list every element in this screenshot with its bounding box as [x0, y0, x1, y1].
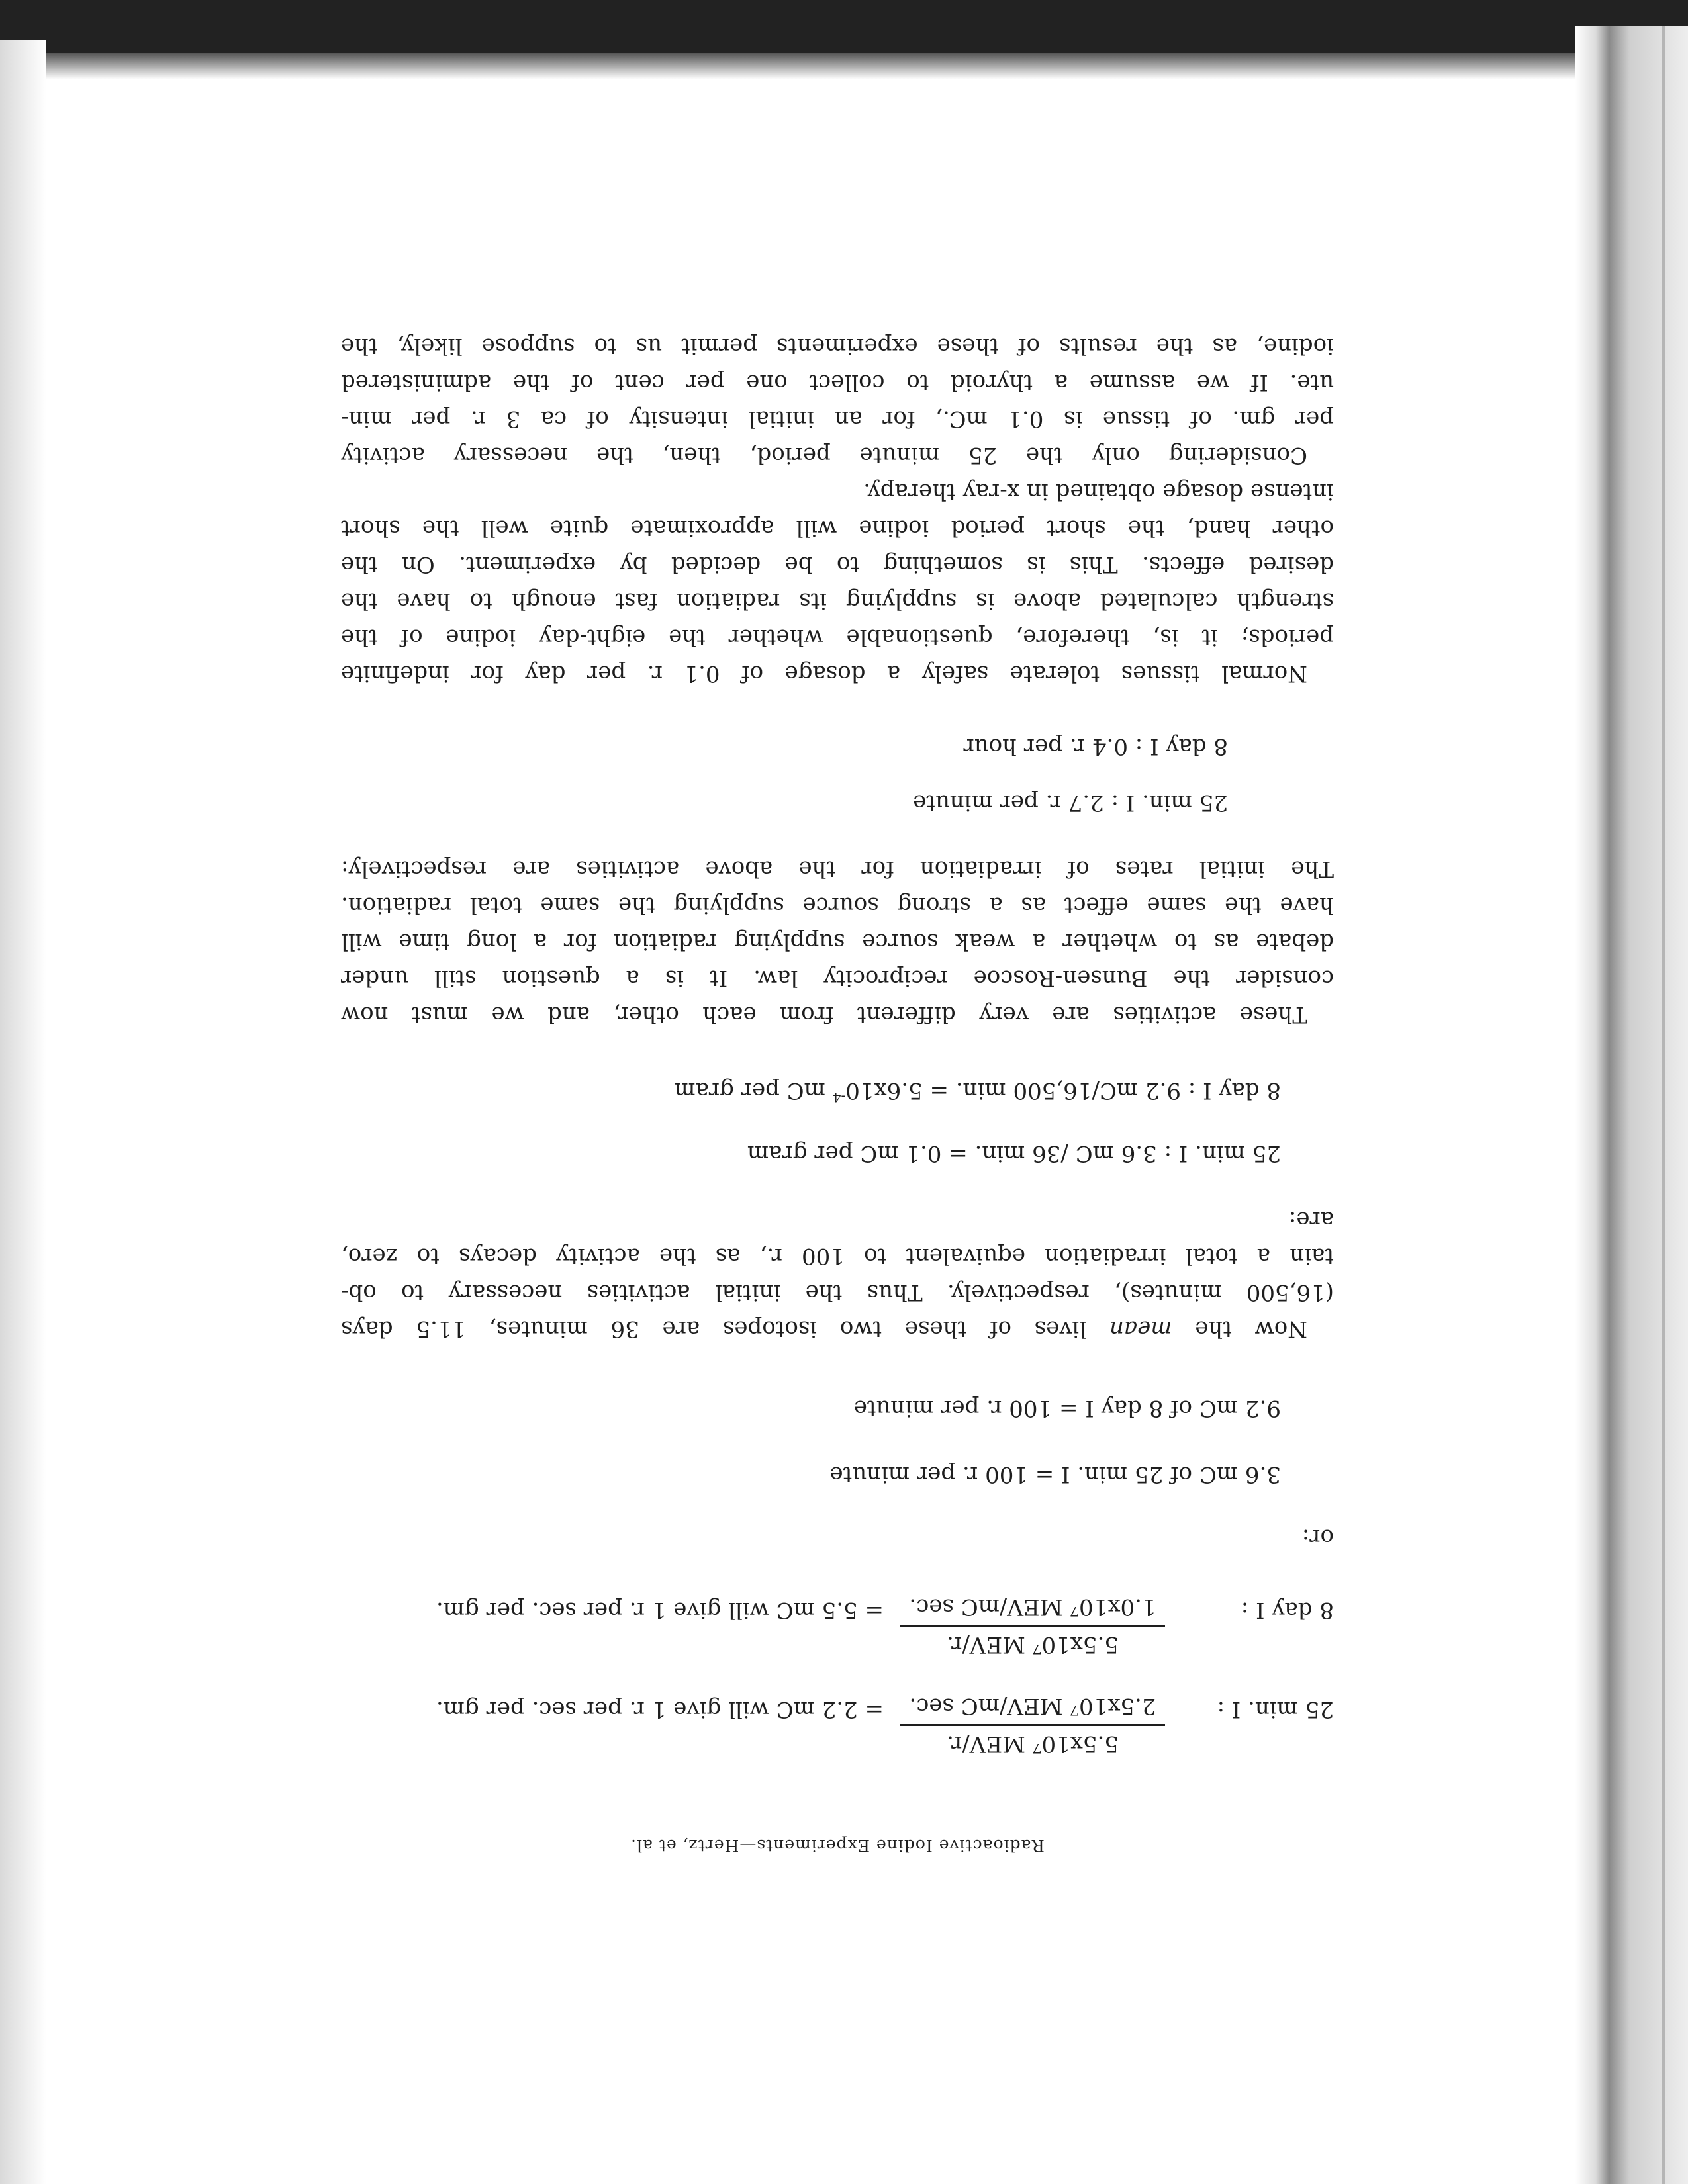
- eq2-numerator: 5.5x10⁷ MEV/r.: [947, 1631, 1119, 1658]
- para4-line: Considering only the 25 minute period, then, the necessary activity: [341, 442, 1307, 469]
- book-spine-edge: [1575, 26, 1688, 2184]
- para2-line: The initial rates of irradiation for the above activities are respectively:: [341, 856, 1334, 882]
- eq1-result: = 2.2 mC will give 1 r. per sec. per gm.: [436, 1696, 884, 1723]
- eq1-denominator: 2.5x10⁷ MEV/mC sec.: [909, 1693, 1156, 1719]
- para1-line: Now the mean lives of these two isotopes are 36 minutes, 11.5 days: [340, 1316, 1307, 1342]
- eq2-label: 8 day I :: [1241, 1597, 1334, 1623]
- equation-8day-rate: 9.2 mC of 8 day I = 100 r. per minute: [853, 1395, 1281, 1422]
- book-page-continued: [341, 0, 1334, 702]
- para3-line: intense dosage obtained in x-ray therapy.: [863, 478, 1334, 505]
- eq1-label: 25 min. I :: [1217, 1696, 1334, 1723]
- para1-line: are:: [1288, 1206, 1334, 1233]
- para3-line: periods; it is, therefore, questionable whether the eight-day iodine of the: [341, 624, 1334, 651]
- para2-line: These activities are very different from each other, and we must now: [341, 1001, 1307, 1028]
- equation-25min-initial-rate: 25 min. I : 2.7 r. per minute: [913, 790, 1228, 816]
- equation-8day-initial-rate: 8 day I : 0.4 r. per hour: [963, 733, 1228, 760]
- equation-25min-rate: 3.6 mC of 25 min. I = 100 r. per minute: [829, 1461, 1281, 1488]
- para4-line: per gm. of tissue is 0.1 mC., for an initial intensity of ca 3 r. per min-: [341, 406, 1334, 432]
- running-head: Radioactive Iodine Experiments—Hertz, et al.: [630, 1836, 1045, 1855]
- para4-line: iodine, as the results of these experiments permit us to suppose likely, the: [341, 333, 1334, 359]
- para1-line: tain a total irradiation equivalent to 100 r., as the activity decays to zero,: [341, 1243, 1334, 1269]
- para4-line: ute. If we assume a thyroid to collect one per cent of the administered: [341, 369, 1334, 396]
- equation-8day-activity: 8 day I : 9.2 mC/16,500 min. = $5.6x10^{-4}$ mC per gram: [674, 1077, 1281, 1105]
- para2-line: debate as to whether a weak source supplying radiation for a long time will: [341, 929, 1334, 955]
- para2-line: have the same effect as a strong source supplying the same total radiation.: [341, 892, 1334, 919]
- eq2-result: = 5.5 mC will give 1 r. per sec. per gm.: [436, 1597, 884, 1623]
- eq1-numerator: 5.5x10⁷ MEV/r.: [947, 1731, 1119, 1757]
- para1-line: (16,500 minutes), respectively. Thus the initial activities necessary to ob-: [341, 1279, 1334, 1306]
- scan-left-shadow: [0, 40, 46, 2184]
- or-label: or:: [1301, 1524, 1334, 1551]
- eq2-denominator: 1.0x10⁷ MEV/mC sec.: [909, 1594, 1156, 1620]
- para3-line: Normal tissues tolerate safely a dosage of 0.1 r. per day for indefinite: [341, 660, 1307, 687]
- para3-line: other hand, the short period iodine will approximate quite well the short: [341, 515, 1334, 541]
- equation-25min-activity: 25 min. I : 3.6 mC /36 min. = 0.1 mC per gram: [747, 1140, 1281, 1167]
- para3-line: strength calculated above is supplying its radiation fast enough to have the: [341, 588, 1334, 614]
- para3-line: desired effects. This is something to be decided by experiment. On the: [341, 551, 1334, 578]
- para2-line: consider the Bunsen-Roscoe reciprocity law. It is a question still under: [341, 965, 1334, 991]
